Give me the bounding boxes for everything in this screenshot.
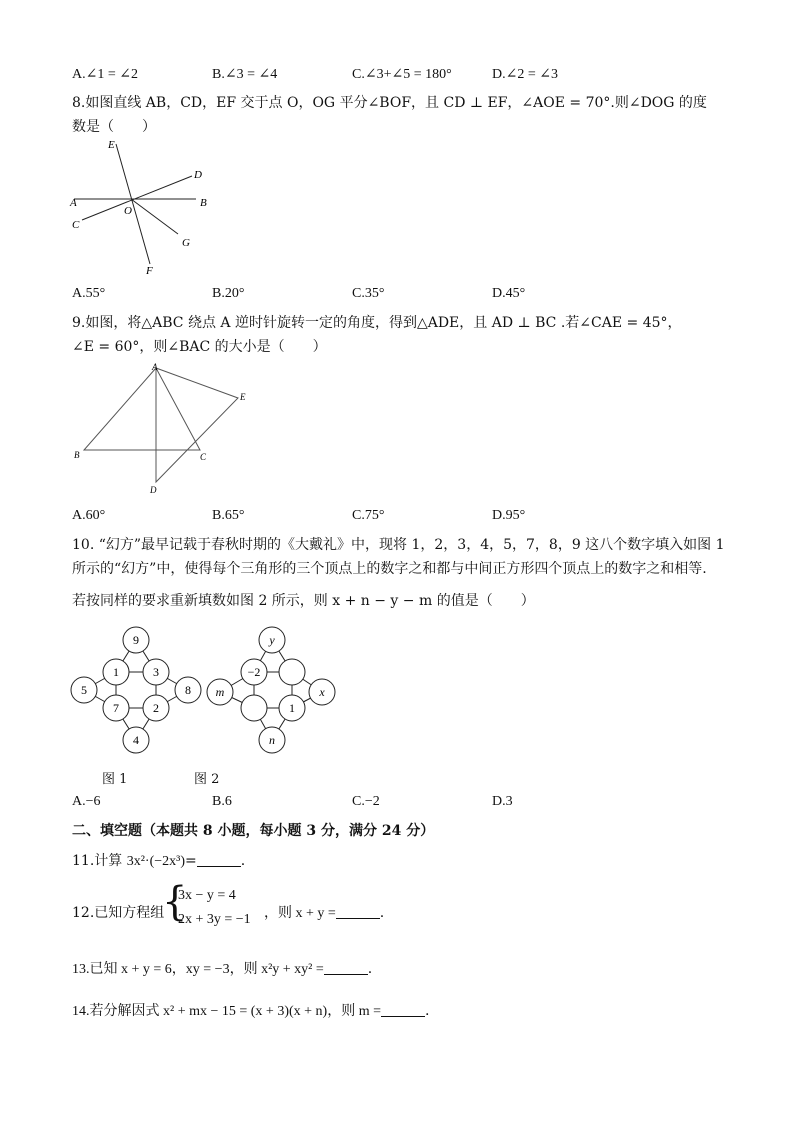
q12-tail	[264, 902, 384, 922]
fig1-node-left: 5	[81, 683, 87, 697]
q14	[72, 1000, 429, 1020]
q8-option-c: C.35°	[352, 286, 385, 301]
q12-brace: {	[162, 879, 188, 925]
q14-end: .	[425, 1003, 430, 1019]
q12-equation-2: 2x + 3y = −1	[178, 912, 251, 927]
fig1-node-right: 8	[185, 683, 191, 697]
q8-figure	[64, 136, 224, 278]
q9-option-c: C.75°	[352, 508, 385, 523]
fig2-node-bottom: n	[269, 733, 275, 747]
q11	[72, 850, 245, 870]
q12-equation-1: 3x − y = 4	[178, 888, 236, 903]
q9-stem-line1: 9.如图，将△ABC 绕点 A 逆时针旋转一定的角度，得到△ADE，且 AD ⊥ BC .若∠CAE = 45°，	[72, 315, 682, 331]
q7-option-d: D.∠2 = ∠3	[492, 67, 558, 82]
q13-end: .	[367, 961, 373, 977]
q11-prefix: 11.计算	[72, 853, 123, 869]
q8-label-f: F	[146, 265, 153, 277]
q11-answer-blank[interactable]	[197, 852, 241, 867]
q13	[72, 958, 372, 978]
q9-label-a: A	[152, 362, 158, 372]
q14-answer-blank[interactable]	[381, 1002, 425, 1017]
q7-option-a: A.∠1 = ∠2	[72, 67, 138, 82]
q9-figure	[70, 360, 260, 498]
q12-mid: ，则 x + y =	[264, 906, 336, 921]
q13-answer-blank[interactable]	[324, 960, 368, 975]
q9-label-d: D	[150, 485, 157, 495]
q7-option-b: B.∠3 = ∠4	[212, 67, 278, 82]
q8-label-o: O	[124, 205, 132, 217]
q10-option-a: A.−6	[72, 794, 101, 809]
q10-stem-line3: 若按同样的要求重新填数如图 2 所示，则 x + n − y − m 的值是（ ）	[72, 593, 535, 609]
q12-prefix: 12.已知方程组	[72, 905, 165, 921]
q8-option-b: B.20°	[212, 286, 245, 301]
q8-label-e: E	[108, 139, 115, 151]
q8-label-b: B	[200, 197, 207, 209]
fig1-node-tl: 1	[113, 665, 119, 679]
fig1-node-bl: 7	[113, 701, 119, 715]
q8-option-d: D.45°	[492, 286, 526, 301]
section-2-heading: 二、填空题（本题共 8 小题，每小题 3 分，满分 24 分）	[72, 823, 435, 839]
q8-option-a: A.55°	[72, 286, 106, 301]
fig1-node-top: 9	[133, 633, 139, 647]
q11-equals: =	[185, 853, 197, 869]
q10-figure-1	[68, 624, 208, 758]
fig2-node-br: 1	[289, 701, 295, 715]
fig1-node-bottom: 4	[133, 733, 139, 747]
q8-stem-line2: 数是（ ）	[72, 119, 156, 135]
q7-option-c: C.∠3+∠5 = 180°	[352, 67, 452, 82]
q9-stem-line2: ∠E = 60°，则∠BAC 的大小是（ ）	[72, 339, 327, 355]
q9-label-b: B	[74, 450, 80, 460]
q10-stem-line2: 所示的“幻方”中，使得每个三角形的三个顶点上的数字之和都与中间正方形四个顶点上的数字之和相等.	[72, 561, 707, 577]
q12-answer-blank[interactable]	[336, 904, 380, 919]
fig2-node-right: x	[319, 685, 325, 699]
q9-option-b: B.65°	[212, 508, 245, 523]
q8-stem-line1: 8.如图直线 AB，CD，EF 交于点 O，OG 平分∠BOF，且 CD ⊥ EF，∠AOE = 70°.则∠DOG 的度	[72, 95, 707, 111]
q8-label-d: D	[194, 169, 202, 181]
q9-label-e: E	[240, 392, 246, 402]
q9-option-a: A.60°	[72, 508, 106, 523]
fig2-caption: 图 2	[194, 772, 220, 787]
q12-end: .	[379, 905, 385, 921]
q10-stem-line1: 10. “幻方”最早记载于春秋时期的《大戴礼》中，现将 1，2，3，4，5，7，8，9 这八个数字填入如图 1	[72, 537, 725, 553]
fig1-caption: 图 1	[102, 772, 128, 787]
q11-expression: 3x²·(−2x³)	[126, 854, 185, 869]
fig1-node-br: 2	[153, 701, 159, 715]
fig2-node-top: y	[269, 633, 275, 647]
fig2-node-left: m	[215, 685, 225, 699]
q8-label-c: C	[72, 219, 80, 231]
q11-end: .	[240, 853, 246, 869]
q10-figure-2	[202, 624, 344, 758]
fig2-node-tl: −2	[247, 665, 261, 679]
q10-option-b: B.6	[212, 794, 232, 809]
q14-prefix: 14.若分解因式 x² + mx − 15 = (x + 3)(x + n)，则 m =	[72, 1004, 381, 1019]
q13-prefix: 13.已知 x + y = 6，xy = −3，则 x²y + xy² =	[72, 962, 324, 977]
q10-option-c: C.−2	[352, 794, 380, 809]
fig1-node-tr: 3	[153, 665, 159, 679]
q9-option-d: D.95°	[492, 508, 526, 523]
q9-label-c: C	[200, 452, 207, 462]
q8-label-g: G	[182, 237, 190, 249]
q8-label-a: A	[70, 197, 77, 209]
q10-option-d: D.3	[492, 794, 513, 809]
